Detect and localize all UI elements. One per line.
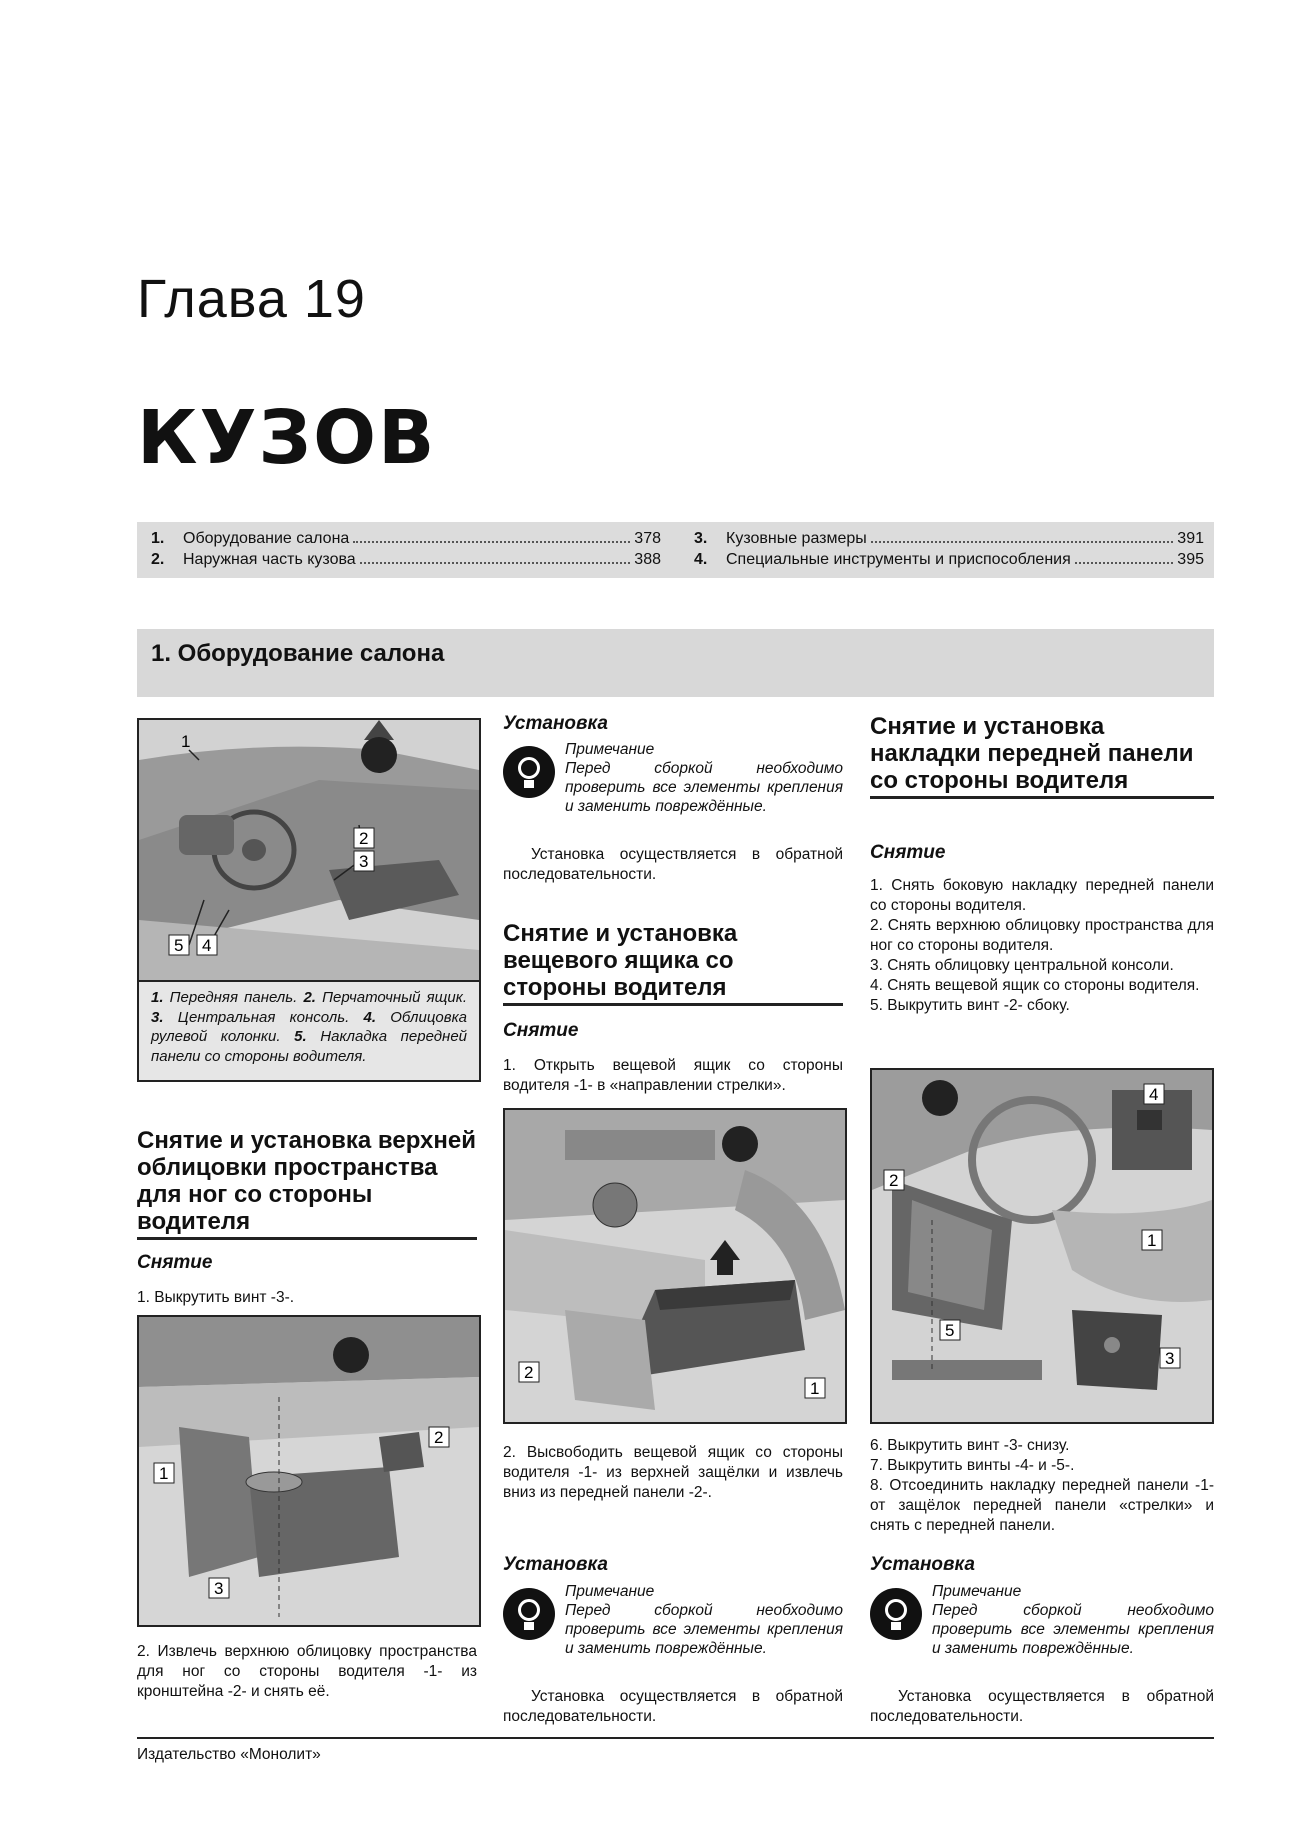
subheading-installation: Установка <box>503 713 608 734</box>
fig-label: 3 <box>1165 1349 1175 1368</box>
toc-page: 378 <box>634 530 661 547</box>
fig-label: 1 <box>181 732 191 751</box>
fig-label: 1 <box>159 1464 169 1483</box>
step-text: 2. Извлечь верхнюю облицовку пространства для ног со стороны водителя -1- из кронштейна -2- и снять её. <box>137 1643 477 1700</box>
step-text: 2. Снять верхнюю облицовку пространства для ног со стороны водителя. <box>870 917 1214 954</box>
step-text: 2. Высвободить вещевой ящик со стороны водителя -1- из верхней защёлки и извлечь вниз из передней панели -2-. <box>503 1444 843 1501</box>
note-block <box>870 1582 1214 1658</box>
paragraph: Установка осуществляется в обратной последовательности. <box>503 1688 843 1725</box>
note-text: Перед сборкой необходимо проверить все элементы крепления и заменить повреждённые. <box>565 760 843 815</box>
subheading-installation: Установка <box>870 1554 975 1575</box>
dash-trim-illustration <box>872 1070 1212 1422</box>
fig-label: 5 <box>945 1321 955 1340</box>
lightbulb-icon <box>870 1588 922 1640</box>
section-header <box>137 629 1214 697</box>
note-body <box>565 1582 843 1658</box>
caption-text: Передняя панель. <box>163 989 304 1006</box>
note <box>870 1582 1214 1658</box>
figure-dashboard-overview <box>137 718 481 982</box>
caption-num: 3. <box>151 1008 164 1026</box>
figure-caption <box>137 980 481 1082</box>
toc-number: 4. <box>694 551 708 568</box>
caption-text: Перчаточный ящик. <box>315 989 467 1006</box>
toc-number: 3. <box>694 530 708 547</box>
paragraph: Установка осуществляется в обратной последовательности. <box>503 846 843 883</box>
caption-num: 2. <box>303 989 316 1006</box>
section-heading: Снятие и установка накладки передней панели со стороны водителя <box>870 713 1214 799</box>
step-list <box>870 1436 1214 1536</box>
section-heading: Снятие и установка вещевого ящика со стороны водителя <box>503 920 843 1006</box>
paragraph: Установка осуществляется в обратной последовательности. <box>870 1688 1214 1725</box>
dashboard-illustration <box>139 720 479 980</box>
fig-label: 2 <box>889 1171 899 1190</box>
caption-num: 5. <box>294 1028 307 1045</box>
subheading-installation: Установка <box>503 1554 608 1575</box>
toc-dots <box>360 551 631 564</box>
toc-item[interactable] <box>694 530 1204 548</box>
figure-glovebox <box>503 1108 847 1424</box>
figure-dash-trim <box>870 1068 1214 1424</box>
table-of-contents <box>137 522 1214 578</box>
toc-page: 395 <box>1177 551 1204 568</box>
toc-page: 391 <box>1177 530 1204 547</box>
glovebox-illustration <box>505 1110 845 1422</box>
step-list <box>870 876 1214 1016</box>
caption-text: Облицовка рулевой колонки. <box>151 1008 467 1045</box>
step-text: 1. Снять боковую накладку передней панели со стороны водителя. <box>870 877 1214 914</box>
toc-item[interactable] <box>151 530 661 548</box>
subheading-removal: Снятие <box>137 1252 213 1273</box>
note <box>503 740 843 816</box>
chapter-label: Глава 19 <box>137 269 366 329</box>
chapter-title: КУЗОВ <box>137 395 437 481</box>
section-title: 1. Оборудование салона <box>151 640 445 667</box>
note-body <box>565 740 843 816</box>
toc-item[interactable] <box>151 551 661 569</box>
note-title: Примечание <box>565 1583 655 1600</box>
fig-label: 2 <box>359 829 369 848</box>
step-text: 6. Выкрутить винт -3- снизу. <box>870 1437 1070 1454</box>
fig-label: 1 <box>1147 1231 1157 1250</box>
toc-dots <box>353 530 630 543</box>
note-body <box>932 1582 1214 1658</box>
step-text: 4. Снять вещевой ящик со стороны водителя. <box>870 977 1200 994</box>
toc-item[interactable] <box>694 551 1204 569</box>
note-title: Примечание <box>932 1583 1022 1600</box>
toc-title: Оборудование салона <box>183 530 350 547</box>
step-text: 1. Выкрутить винт -3-. <box>137 1289 295 1306</box>
toc-page: 388 <box>634 551 661 568</box>
step-text: 1. Открыть вещевой ящик со стороны водителя -1- в «направлении стрелки». <box>503 1057 843 1094</box>
caption-text: Накладка передней панели со стороны водителя. <box>151 1028 467 1065</box>
note-text: Перед сборкой необходимо проверить все элементы крепления и заменить повреждённые. <box>565 1602 843 1657</box>
lightbulb-icon <box>503 746 555 798</box>
subheading-removal: Снятие <box>870 842 946 863</box>
footer-divider <box>137 1737 1214 1739</box>
note-text: Перед сборкой необходимо проверить все элементы крепления и заменить повреждённые. <box>932 1602 1214 1657</box>
step-text: 3. Снять облицовку центральной консоли. <box>870 957 1174 974</box>
fig-label: 4 <box>1149 1085 1159 1104</box>
toc-number: 1. <box>151 530 165 547</box>
caption-text: Центральная консоль. <box>163 1008 364 1026</box>
note <box>503 1582 843 1658</box>
fig-label: 3 <box>359 852 369 871</box>
fig-label: 2 <box>524 1363 534 1382</box>
footwell-illustration <box>139 1317 479 1625</box>
fig-label: 5 <box>174 936 184 955</box>
toc-dots <box>871 530 1173 543</box>
fig-label: 4 <box>202 936 212 955</box>
note-block <box>503 740 843 816</box>
toc-title: Специальные инструменты и приспособления <box>726 551 1071 568</box>
toc-title: Кузовные размеры <box>726 530 867 547</box>
note-title: Примечание <box>565 741 655 758</box>
fig-label: 2 <box>434 1428 444 1447</box>
caption-num: 4. <box>363 1008 377 1026</box>
step-text: 7. Выкрутить винты -4- и -5-. <box>870 1457 1075 1474</box>
fig-label: 1 <box>810 1379 820 1398</box>
section-heading: Снятие и установка верхней облицовки пространства для ног со стороны водителя <box>137 1127 477 1240</box>
toc-title: Наружная часть кузова <box>183 551 356 568</box>
fig-label: 3 <box>214 1579 224 1598</box>
toc-number: 2. <box>151 551 165 568</box>
step-text: 8. Отсоединить накладку передней панели -1- от защёлок передней панели «стрелки» и снять с передней панели. <box>870 1477 1214 1534</box>
caption-num: 1. <box>151 989 164 1006</box>
footer-publisher: Издательство «Монолит» <box>137 1746 321 1763</box>
subheading-removal: Снятие <box>503 1020 579 1041</box>
step-text: 5. Выкрутить винт -2- сбоку. <box>870 997 1070 1014</box>
figure-footwell-trim <box>137 1315 481 1627</box>
toc-dots <box>1075 551 1174 564</box>
note-block <box>503 1582 843 1658</box>
lightbulb-icon <box>503 1588 555 1640</box>
